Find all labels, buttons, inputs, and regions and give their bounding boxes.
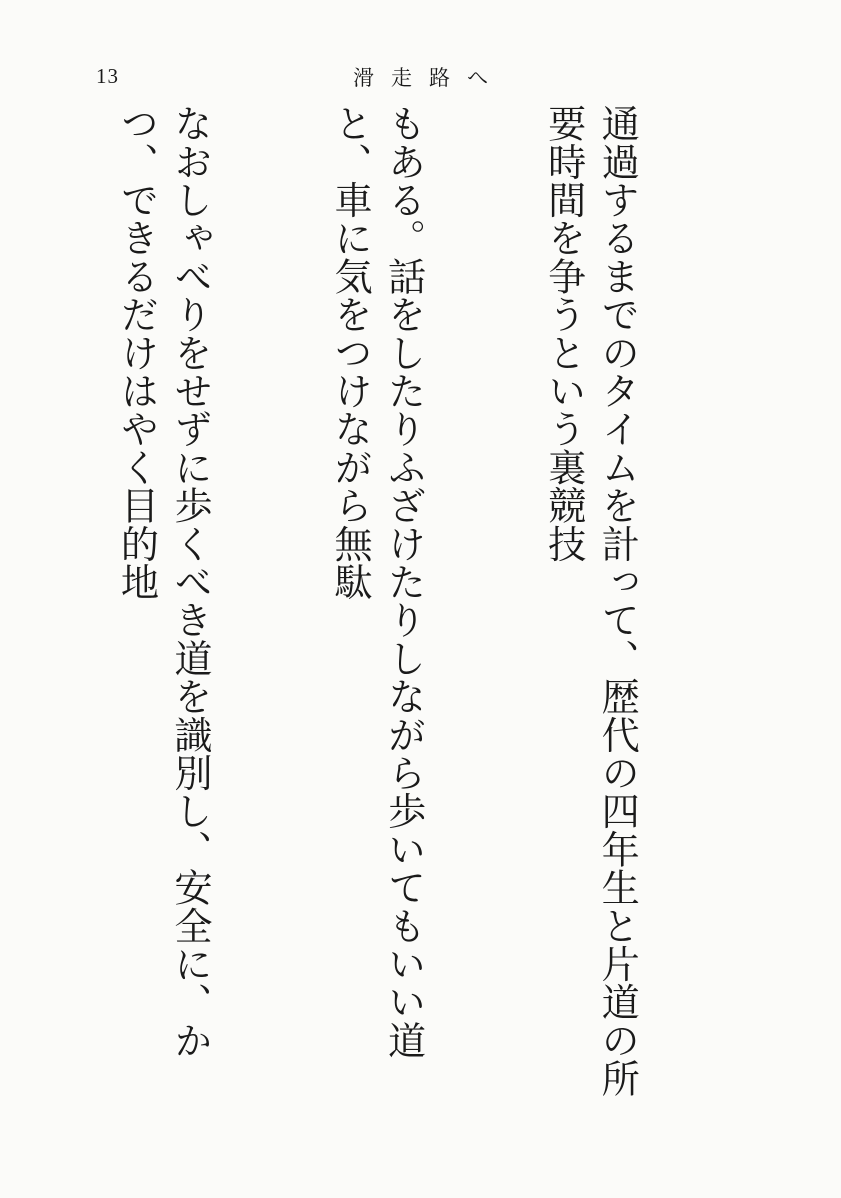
page-number: 13	[96, 64, 119, 88]
text-line: もある。話をしたりふざけたりしながら歩いてもいい道と、車に気をつけながら無駄	[327, 104, 425, 1059]
text-line: なおしゃべりをせずに歩くべき道を識別し、安全に、かつ、できるだけはやく目的地	[113, 104, 211, 1059]
body-text	[99, 104, 749, 1104]
text-line: 通過するまでのタイムを計って、歴代の四年生と片道の所要時間を争うという裏競技	[540, 104, 639, 1098]
running-title: 滑走路へ	[353, 66, 505, 90]
